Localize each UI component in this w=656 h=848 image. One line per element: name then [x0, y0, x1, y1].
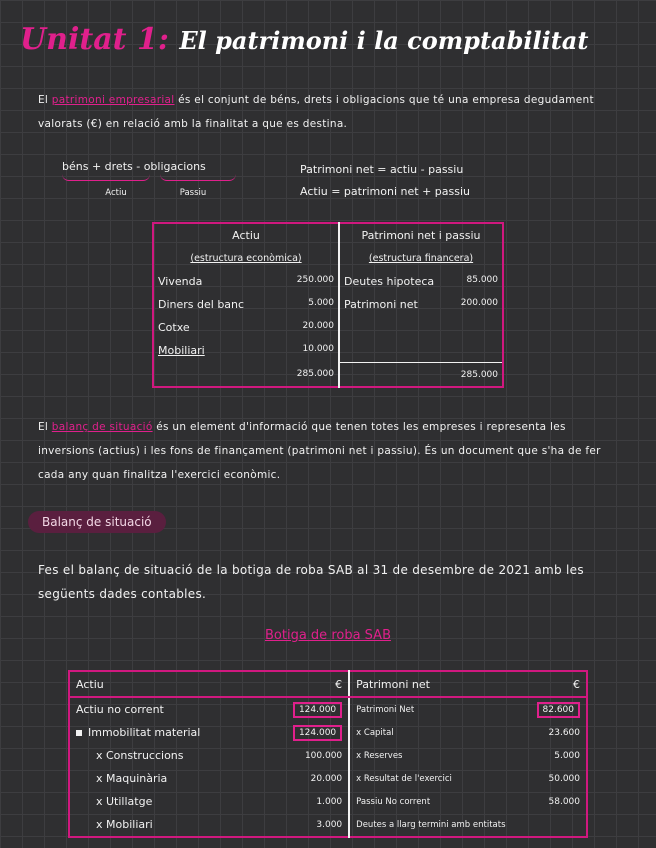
table-row: x Construccions 100.000 x Reserves 5.000	[69, 744, 587, 767]
page-title	[20, 22, 588, 57]
euro-icon: €	[335, 677, 343, 691]
table-row: Vivenda 250.000 Deutes hipoteca 85.000	[153, 270, 503, 293]
balance-table-example: Actiu Patrimoni net i passiu (estructura econòmica) (estructura financera) Vivenda 250.000 Deutes hipoteca 85.000 Diners del banc 5.000 Patrimoni net 200.000 Cotxe 20.000 Mobiliari 10.000 285.000 285.000	[152, 222, 504, 388]
euro-icon: €	[573, 677, 580, 691]
table-row: x Maquinària 20.000 x Resultat de l'exercici 50.000	[69, 767, 587, 790]
balanc-paragraph: El balanç de situació és un element d'informació que tenen totes les empreses i representa les inversions (actius) i les fons de finançament (patrimoni net i passiu). És un document que s'ha de fer cada any quan finalitza l'exercici econòmic.	[38, 421, 601, 481]
section-label: Balanç de situació	[28, 511, 166, 533]
formula-left: béns + drets - obligacions	[62, 160, 206, 173]
table-row-total: 285.000 285.000	[153, 363, 503, 388]
bullet-icon	[76, 730, 82, 736]
passiu-label: Passiu	[179, 188, 207, 198]
table-row: Cotxe 20.000	[153, 316, 503, 339]
equation-2: Actiu = patrimoni net + passiu	[300, 185, 470, 198]
table-row: Actiu no corrent 124.000 Patrimoni Net 82.600	[69, 697, 587, 721]
brace-passiu	[160, 174, 236, 181]
balance-table-exercise: Actiu € Patrimoni net € Actiu no corrent 124.000 Patrimoni Net 82.600 Immobilitat material 124.000 x Capital 23.600 x Construccions 100.000 x Reserves 5.000 x Maquinària 20.000 x Resultat de l'exercici 50.000 x Utillatge 1.000 Passiu No corrent 58.000 x Mobiliari 3.000 Deutes a llarg termini amb entitats	[68, 670, 588, 838]
table-row: Diners del banc 5.000 Patrimoni net 200.000	[153, 293, 503, 316]
table-row: x Utillatge 1.000 Passiu No corrent 58.000	[69, 790, 587, 813]
brace-actiu	[62, 174, 150, 181]
title-text: El patrimoni i la comptabilitat	[179, 26, 589, 55]
intro-paragraph: El patrimoni empresarial és el conjunt de béns, drets i obligacions que té una empresa degudament valorats (€) en relació amb la finalitat a que es destina.	[38, 94, 594, 130]
highlight-term: balanç de situació	[51, 421, 153, 433]
unit-label: Unitat 1:	[20, 22, 169, 57]
table-row: Immobilitat material 124.000 x Capital 23.600	[69, 721, 587, 744]
table-row: x Mobiliari 3.000 Deutes a llarg termini amb entitats	[69, 813, 587, 837]
table-row: Mobiliari 10.000	[153, 339, 503, 363]
shop-title: Botiga de roba SAB	[265, 628, 391, 643]
actiu-label: Actiu	[105, 188, 127, 198]
equation-1: Patrimoni net = actiu - passiu	[300, 163, 464, 176]
highlight-term: patrimoni empresarial	[51, 94, 175, 106]
exercise-text: Fes el balanç de situació de la botiga de roba SAB al 31 de desembre de 2021 amb les següents dades contables.	[38, 563, 584, 601]
